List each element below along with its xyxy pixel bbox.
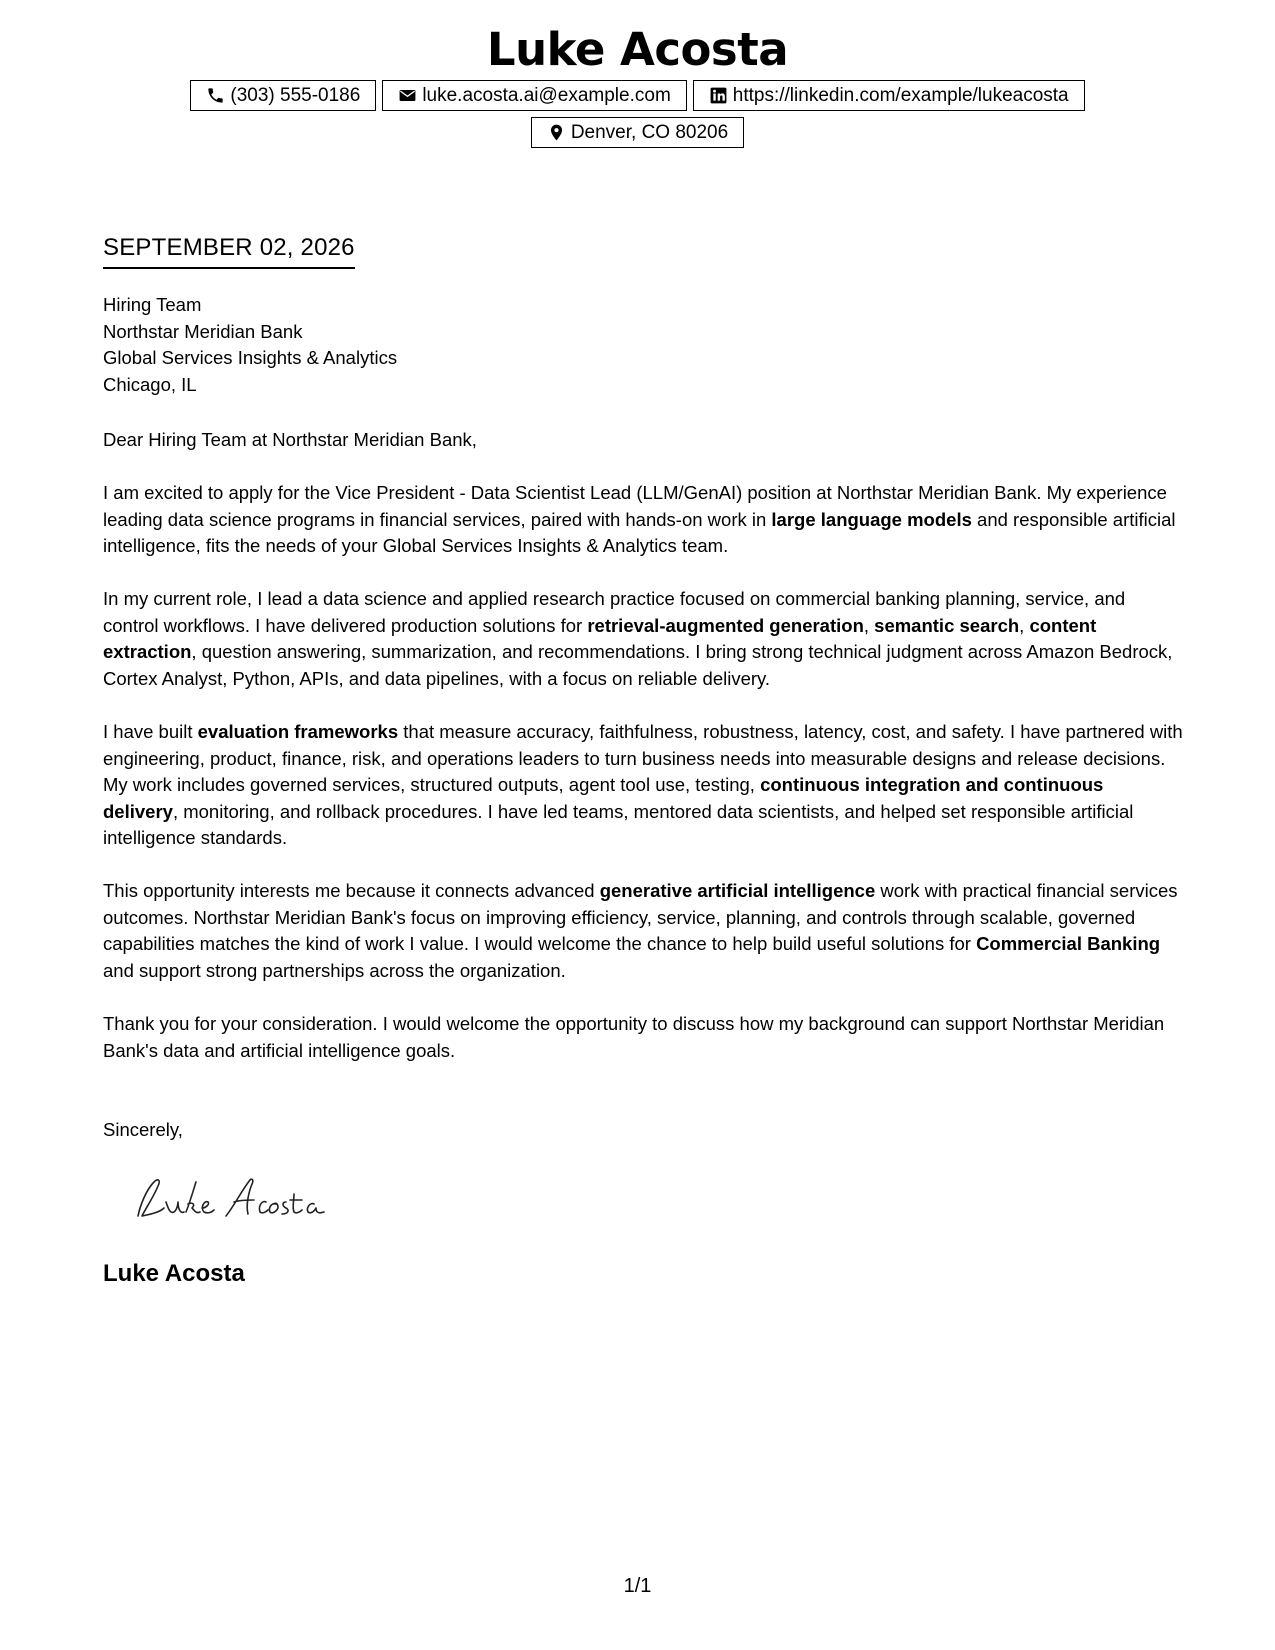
location-chip bbox=[531, 117, 744, 148]
letter-date: SEPTEMBER 02, 2026 bbox=[103, 233, 355, 269]
location-text: Denver, CO 80206 bbox=[570, 121, 729, 143]
closing: Sincerely, bbox=[103, 1119, 183, 1140]
handwritten-signature bbox=[130, 1168, 340, 1228]
paragraph-4: This opportunity interests me because it connects advanced generative artificial intelligence work with practical financial services outcomes. Northstar Meridian Bank's focus on improving efficiency, service, planning, and controls through scalable, governed capabilities matches the kind of work I value. I would welcome the chance to help build useful solutions for Commercial Banking and support strong partnerships across the organization. bbox=[103, 880, 1178, 981]
location-row bbox=[0, 117, 1275, 148]
paragraph-5: Thank you for your consideration. I would welcome the opportunity to discuss how my background can support Northstar Meridian Bank's data and artificial intelligence goals. bbox=[103, 1013, 1165, 1061]
email-address[interactable]: luke.acosta.ai@example.com bbox=[422, 84, 671, 106]
salutation: Dear Hiring Team at Northstar Meridian Bank, bbox=[103, 429, 477, 450]
contact-row bbox=[0, 80, 1275, 111]
paragraph-1: I am excited to apply for the Vice President - Data Scientist Lead (LLM/GenAI) position at Northstar Meridian Bank. My experience leading data science programs in financial services, paired with hands-on work in large language models and responsible artificial intelligence, fits the needs of your Global Services Insights & Analytics team. bbox=[103, 482, 1176, 556]
recipient-block bbox=[103, 292, 1183, 398]
recipient-line: Hiring Team bbox=[103, 294, 202, 315]
envelope-icon bbox=[398, 86, 417, 105]
paragraph-2: In my current role, I lead a data science and applied research practice focused on commercial banking planning, service, and control workflows. I have delivered production solutions for retrieval-augmented generation, semantic search, content extraction, question answering, summarization, and recommendations. I bring strong technical judgment across Amazon Bedrock, Cortex Analyst, Python, APIs, and data pipelines, with a focus on reliable delivery. bbox=[103, 588, 1173, 689]
map-pin-icon bbox=[547, 123, 566, 142]
linkedin-icon bbox=[709, 86, 728, 105]
signed-name: Luke Acosta bbox=[103, 1260, 245, 1287]
phone-number: (303) 555-0186 bbox=[230, 84, 361, 106]
phone-chip bbox=[190, 80, 376, 111]
email-chip[interactable] bbox=[382, 80, 686, 111]
phone-icon bbox=[206, 86, 225, 105]
recipient-line: Chicago, IL bbox=[103, 373, 197, 395]
paragraph-3: I have built evaluation frameworks that measure accuracy, faithfulness, robustness, latency, cost, and safety. I have partnered with engineering, product, finance, risk, and operations leaders to turn business needs into measurable designs and release decisions. My work includes governed services, structured outputs, agent tool use, testing, continuous integration and continuous delivery, monitoring, and rollback procedures. I have led teams, mentored data scientists, and helped set responsible artificial intelligence standards. bbox=[103, 721, 1183, 848]
linkedin-url[interactable]: https://linkedin.com/example/lukeacosta bbox=[732, 84, 1069, 106]
linkedin-chip[interactable] bbox=[693, 80, 1085, 111]
page-number: 1/1 bbox=[623, 1575, 652, 1597]
recipient-line: Global Services Insights & Analytics bbox=[103, 347, 398, 368]
applicant-name: Luke Acosta bbox=[486, 23, 789, 76]
recipient-line: Northstar Meridian Bank bbox=[103, 320, 303, 342]
